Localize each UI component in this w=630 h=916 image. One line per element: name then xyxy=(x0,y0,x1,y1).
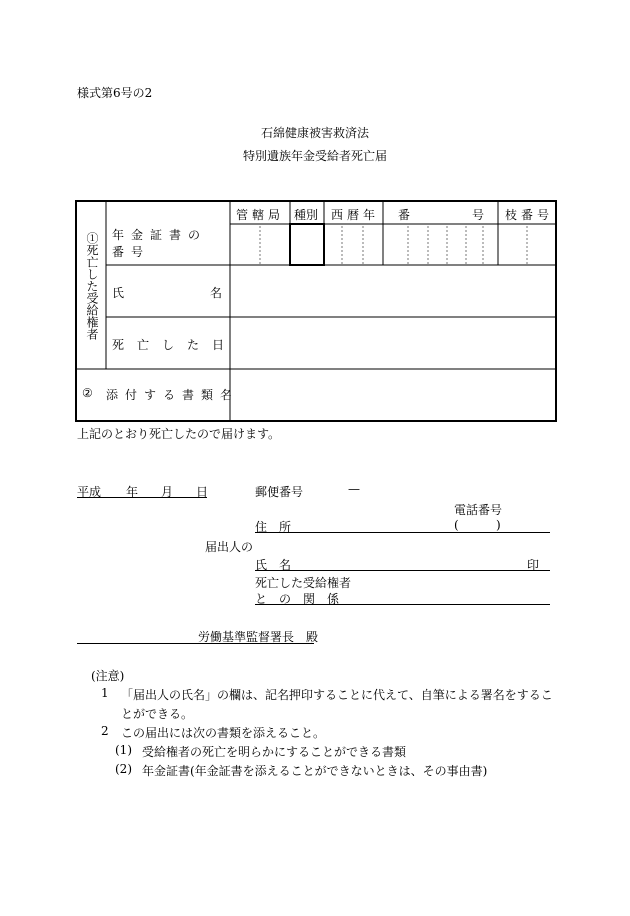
notes-header: (注意) xyxy=(91,669,125,683)
postal-label: 郵便番号 xyxy=(255,485,304,499)
seal-mark: 印 xyxy=(527,558,540,572)
form-title: 特別遺族年金受給者死亡届 xyxy=(242,149,387,163)
note2-sub1-text: 受給権者の死亡を明らかにすることができる書類 xyxy=(142,745,407,759)
date-underline xyxy=(77,497,207,498)
statement: 上記のとおり死亡したので届けます。 xyxy=(77,427,281,441)
note1-line1: 「届出人の氏名」の欄は、記名押印することに代えて、自筆による署名をするこ xyxy=(121,688,553,702)
applicant-label: 届出人の xyxy=(205,540,254,554)
col-seireki: 西暦年 xyxy=(331,208,380,222)
attach-num: ② xyxy=(82,386,93,400)
pension-number-text: 年金証書の番号 xyxy=(112,228,208,259)
date-era: 平成 xyxy=(77,485,102,499)
note1-line2: とができる。 xyxy=(121,707,194,721)
name-underline xyxy=(255,570,550,571)
address-underline xyxy=(255,532,550,533)
death-date-label: 死亡した日 xyxy=(112,338,238,352)
col-shubetsu: 種別 xyxy=(294,208,319,222)
date-day: 日 xyxy=(196,485,209,499)
postal-dash: — xyxy=(348,482,360,496)
law-name: 石綿健康被害救済法 xyxy=(260,126,369,140)
phone-paren-close: ) xyxy=(496,518,501,532)
name-label: 氏 名 xyxy=(255,558,292,572)
section1-label: ①死亡した受給権者 xyxy=(85,232,99,340)
attach-label: 添付する書類名 xyxy=(106,388,240,402)
date-year: 年 xyxy=(126,485,139,499)
pension-number-label xyxy=(112,226,222,260)
col-go: 号 xyxy=(472,208,485,222)
note2-text: この届出には次の書類を添えること。 xyxy=(121,726,326,740)
relation-label-1: 死亡した受給権者 xyxy=(255,576,352,590)
phone-paren-open: ( xyxy=(454,518,459,532)
relation-underline xyxy=(255,604,550,605)
name-row-label: 氏名 xyxy=(112,286,309,300)
relation-label-2: と の 関 係 xyxy=(255,592,340,606)
note1-num: 1 xyxy=(101,686,109,700)
date-month: 月 xyxy=(161,485,174,499)
col-ban: 番 xyxy=(398,208,411,222)
form-number: 様式第6号の2 xyxy=(77,86,153,100)
addressee: 労働基準監督署長 殿 xyxy=(198,630,319,644)
note2-sub1-num: (1) xyxy=(115,743,132,757)
phone-label: 電話番号 xyxy=(454,503,503,517)
note2-sub2-num: (2) xyxy=(115,762,132,776)
note2-num: 2 xyxy=(101,724,109,738)
address-label: 住 所 xyxy=(255,520,292,534)
note2-sub2-text: 年金証書(年金証書を添えることができないときは、その事由書) xyxy=(142,764,488,778)
col-edaban: 枝番号 xyxy=(505,208,554,222)
col-kankatsu: 管轄局 xyxy=(236,208,285,222)
